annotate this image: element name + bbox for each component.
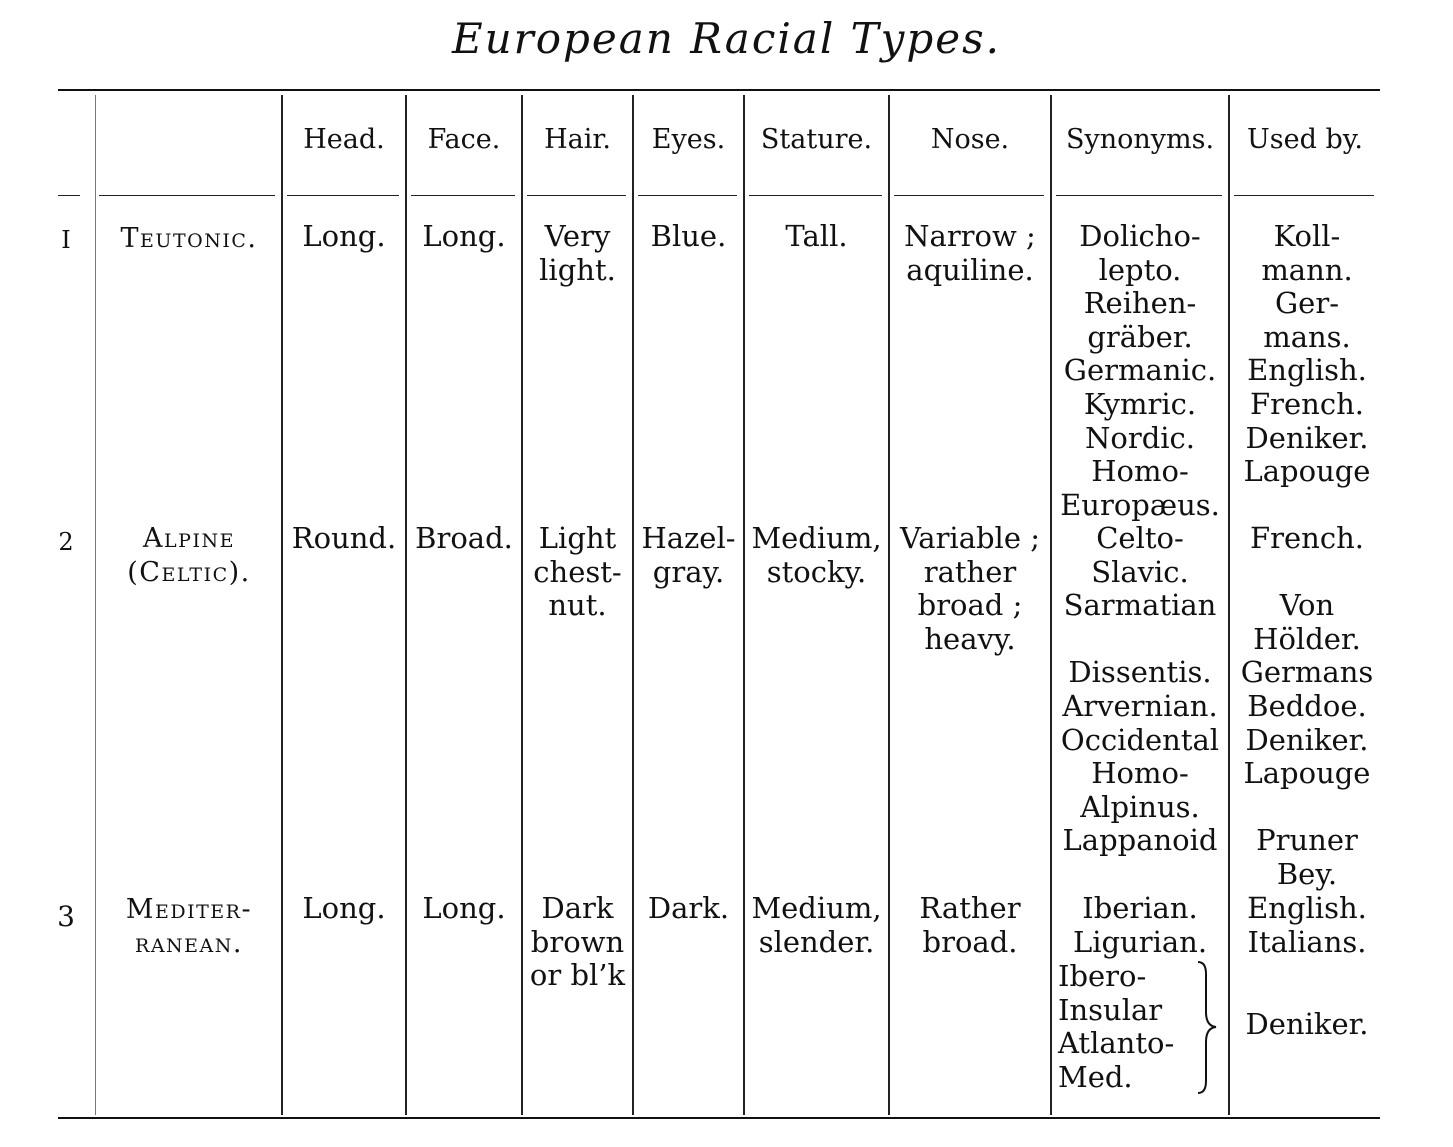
stature-cell: Medium, stocky.	[751, 521, 882, 589]
synonyms-cell: Dolicho- lepto. Reihen- gräber. Germanic. Kymric. Nordic. Homo- Europæus.	[1060, 219, 1220, 522]
header-underline	[527, 195, 626, 196]
stature-cell: Medium, slender.	[751, 891, 882, 959]
header-used-by: Used by.	[1247, 124, 1363, 155]
hair-cell: Very light.	[539, 219, 616, 287]
header-underline	[287, 195, 399, 196]
header-head: Head.	[303, 124, 385, 155]
header-underline	[411, 195, 515, 196]
nose-cell: Rather broad.	[919, 891, 1021, 959]
header-underline	[1056, 195, 1222, 196]
head-cell: Long.	[302, 219, 386, 253]
face-cell: Long.	[422, 219, 506, 253]
header-underline	[99, 195, 275, 196]
hair-cell: Dark brown or bl’k	[529, 891, 626, 993]
race-name: Mediter- ranean.	[125, 894, 253, 959]
row-number: 2	[58, 528, 74, 556]
face-cell: Long.	[422, 891, 506, 925]
header-eyes: Eyes.	[651, 124, 726, 155]
used-by-cell: French. Von Hölder. Germans Beddoe. Deniker. Lapouge Pruner Bey.	[1240, 521, 1374, 891]
table-title: European Racial Types.	[451, 14, 1002, 63]
nose-cell: Narrow ; aquiline.	[904, 219, 1036, 287]
synonyms-bracketed-cell: Ibero- Insular Atlanto- Med.	[1058, 959, 1175, 1094]
used-by-cell: English. Italians.	[1247, 891, 1367, 959]
row-number: I	[61, 226, 71, 254]
stature-cell: Tall.	[785, 219, 848, 253]
synonyms-cell: Iberian. Ligurian.	[1072, 891, 1208, 959]
head-cell: Round.	[291, 521, 397, 555]
eyes-cell: Dark.	[647, 891, 730, 925]
header-nose: Nose.	[930, 124, 1010, 155]
used-by-bracketed-cell: Deniker.	[1245, 1007, 1369, 1041]
header-synonyms: Synonyms.	[1065, 124, 1215, 155]
header-face: Face.	[427, 124, 501, 155]
used-by-cell: Koll- mann. Ger- mans. English. French. Deniker. Lapouge	[1243, 219, 1371, 489]
eyes-cell: Hazel- gray.	[641, 521, 736, 589]
header-underline	[1234, 195, 1374, 196]
synonyms-cell: Celto- Slavic. Sarmatian Dissentis. Arvernian. Occidental Homo- Alpinus. Lappanoid	[1060, 521, 1220, 858]
header-underline	[749, 195, 882, 196]
eyes-cell: Blue.	[650, 219, 727, 253]
header-stature: Stature.	[760, 124, 873, 155]
hair-cell: Light chest- nut.	[533, 521, 622, 623]
top-rule	[58, 89, 1380, 91]
header-underline	[638, 195, 737, 196]
header-underline	[58, 195, 80, 196]
curly-brace-icon	[1196, 960, 1220, 1095]
column-rule	[95, 95, 96, 1115]
race-name: Alpine (Celtic).	[127, 523, 251, 588]
head-cell: Long.	[302, 891, 386, 925]
nose-cell: Variable ; rather broad ; heavy.	[900, 521, 1040, 656]
header-underline	[894, 195, 1044, 196]
header-hair: Hair.	[544, 124, 611, 155]
race-name: Teutonic.	[120, 223, 258, 254]
face-cell: Broad.	[415, 521, 513, 555]
bottom-rule	[58, 1117, 1380, 1119]
row-number: 3	[57, 900, 75, 933]
